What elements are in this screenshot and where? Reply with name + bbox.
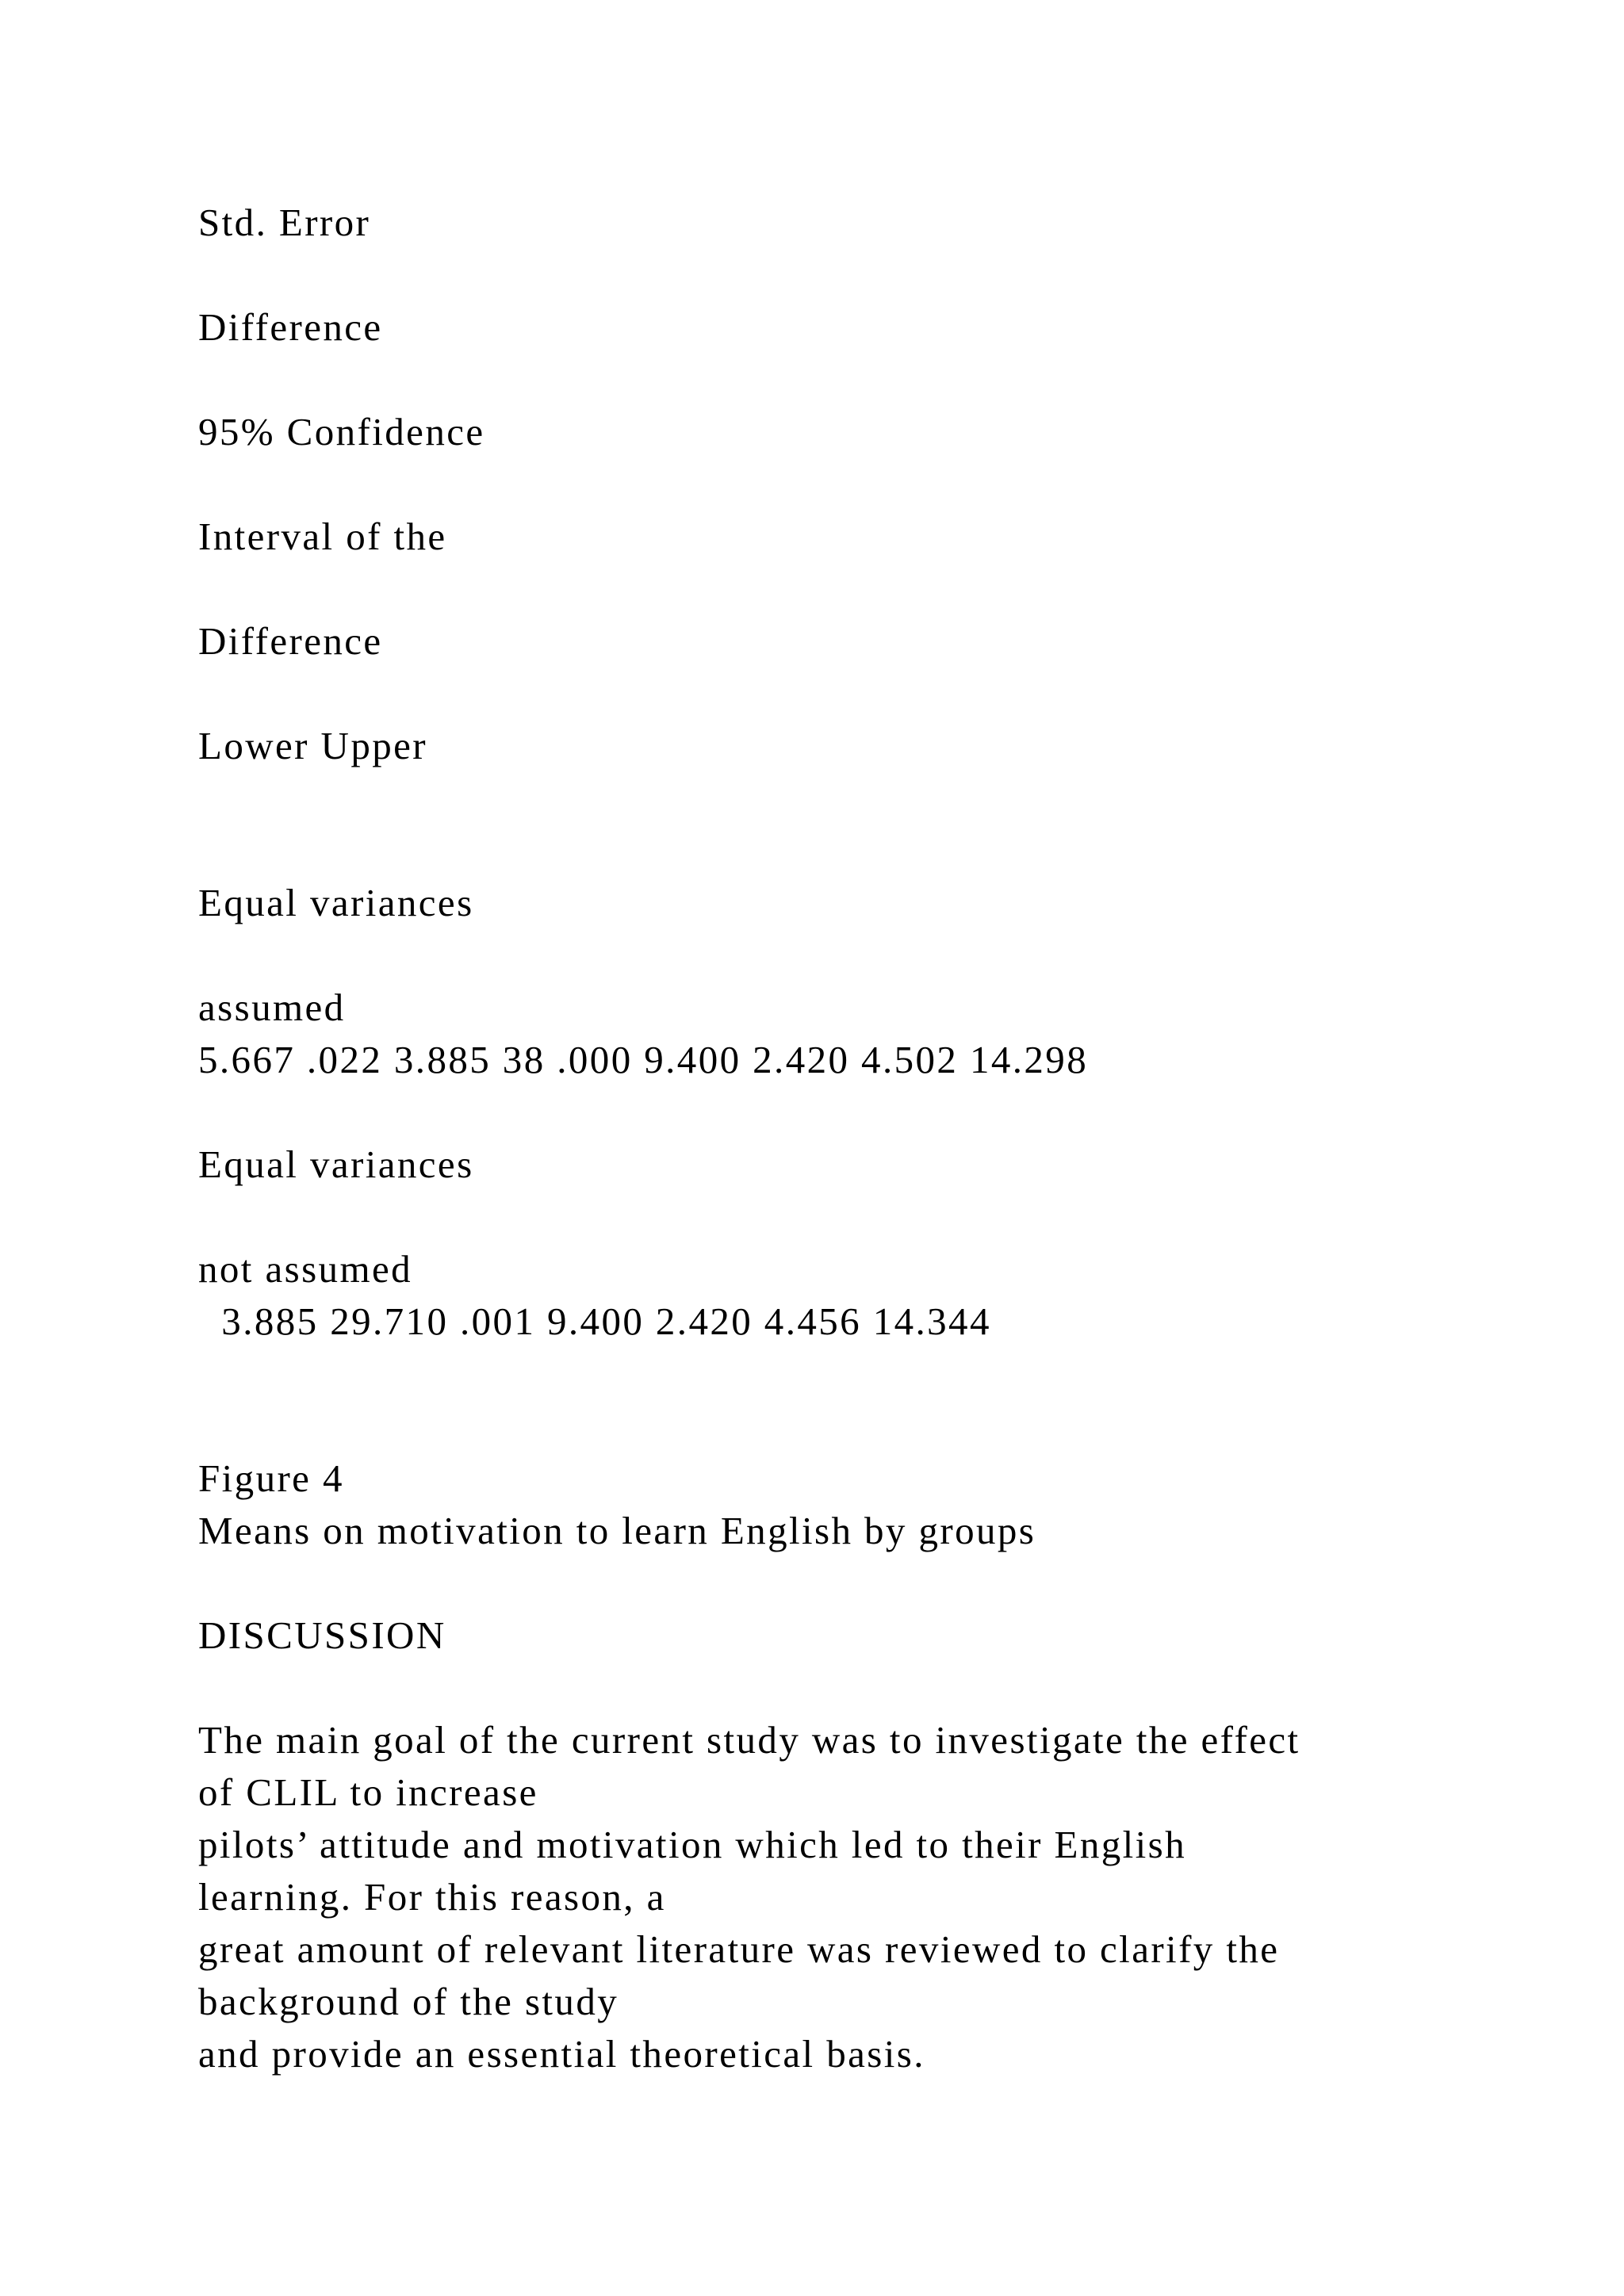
table-header-line: Std. Error	[198, 201, 371, 244]
table-header-line: Difference	[198, 619, 383, 663]
table-header-line: Difference	[198, 305, 383, 349]
row-label-line: assumed	[198, 985, 346, 1029]
paragraph-line: great amount of relevant literature was reviewed to clarify the	[198, 1927, 1280, 1971]
row-label-line: not assumed	[198, 1247, 413, 1291]
paragraph-line: background of the study	[198, 1980, 619, 2023]
row-values: 3.885 29.710 .001 9.400 2.420 4.456 14.344	[198, 1299, 991, 1343]
row-values: 5.667 .022 3.885 38 .000 9.400 2.420 4.502 14.298	[198, 1038, 1089, 1081]
table-header-line: 95% Confidence	[198, 410, 485, 453]
paragraph-line: learning. For this reason, a	[198, 1875, 666, 1919]
paragraph-line: The main goal of the current study was to investigate the effect	[198, 1718, 1300, 1762]
row-label-line: Equal variances	[198, 1142, 474, 1186]
paragraph-line: and provide an essential theoretical basis.	[198, 2032, 925, 2076]
table-header-line: Interval of the	[198, 515, 447, 558]
section-heading: DISCUSSION	[198, 1613, 446, 1657]
paragraph-line: pilots’ attitude and motivation which led to their English	[198, 1823, 1187, 1866]
figure-label: Figure 4	[198, 1456, 344, 1500]
figure-caption: Means on motivation to learn English by groups	[198, 1509, 1036, 1552]
paragraph-line: of CLIL to increase	[198, 1770, 538, 1814]
row-label-line: Equal variances	[198, 881, 474, 924]
table-header-line: Lower Upper	[198, 724, 427, 767]
